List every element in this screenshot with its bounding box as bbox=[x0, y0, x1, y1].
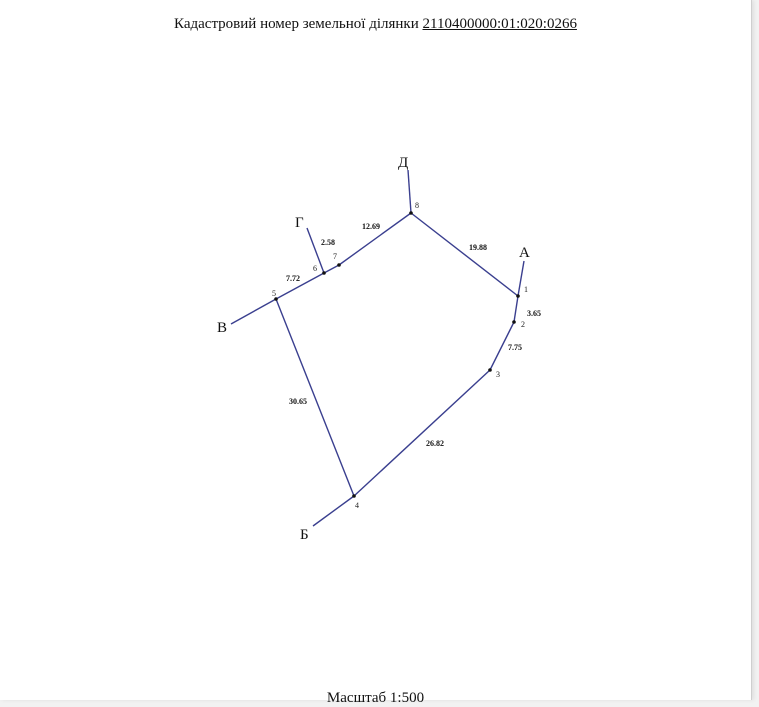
scale-label: Масштаб 1:500 bbox=[326, 690, 425, 706]
point-label-1: 1 bbox=[524, 285, 528, 294]
point-label-6: 6 bbox=[313, 264, 317, 273]
boundary-segment-8-1 bbox=[411, 213, 518, 296]
segment-length-3-4: 26.82 bbox=[426, 439, 444, 448]
boundary-point-4 bbox=[352, 494, 356, 498]
boundary-point-3 bbox=[488, 368, 492, 372]
boundary-point-2 bbox=[512, 320, 516, 324]
neighbor-line-B bbox=[313, 496, 354, 526]
segment-length-8-1: 19.88 bbox=[469, 243, 487, 252]
point-label-2: 2 bbox=[521, 320, 525, 329]
boundary-point-7 bbox=[337, 263, 341, 267]
segment-length-5-6: 7.72 bbox=[286, 274, 300, 283]
boundary-point-1 bbox=[516, 294, 520, 298]
boundary-segment-6-7 bbox=[324, 265, 339, 273]
neighbor-label-B: Б bbox=[300, 527, 309, 543]
boundary-segment-4-5 bbox=[276, 299, 354, 496]
cadastral-number: 2110400000:01:020:0266 bbox=[422, 16, 577, 32]
boundary-point-6 bbox=[322, 271, 326, 275]
boundary-point-8 bbox=[409, 211, 413, 215]
boundary-segment-1-2 bbox=[514, 296, 518, 322]
segment-length-1-2: 3.65 bbox=[527, 309, 541, 318]
point-label-7: 7 bbox=[333, 252, 337, 261]
segment-length-2-3: 7.75 bbox=[508, 343, 522, 352]
title-prefix: Кадастровий номер земельної ділянки bbox=[174, 16, 419, 32]
boundary-segment-7-8 bbox=[339, 213, 411, 265]
boundary-segment-3-4 bbox=[354, 370, 490, 496]
point-label-8: 8 bbox=[415, 201, 419, 210]
segment-length-7-8: 12.69 bbox=[362, 222, 380, 231]
point-label-4: 4 bbox=[355, 501, 359, 510]
boundary-segment-5-6 bbox=[276, 273, 324, 299]
segment-length-4-5: 30.65 bbox=[289, 397, 307, 406]
neighbor-line-V bbox=[231, 299, 276, 324]
neighbor-label-D: Д bbox=[398, 155, 409, 171]
neighbor-label-G: Г bbox=[295, 215, 304, 231]
neighbor-label-A: А bbox=[519, 245, 530, 261]
point-label-3: 3 bbox=[496, 370, 500, 379]
segment-length-6-7: 2.58 bbox=[321, 238, 335, 247]
point-label-5: 5 bbox=[272, 289, 276, 298]
neighbor-line-D bbox=[408, 170, 411, 213]
neighbor-label-V: В bbox=[217, 320, 228, 336]
